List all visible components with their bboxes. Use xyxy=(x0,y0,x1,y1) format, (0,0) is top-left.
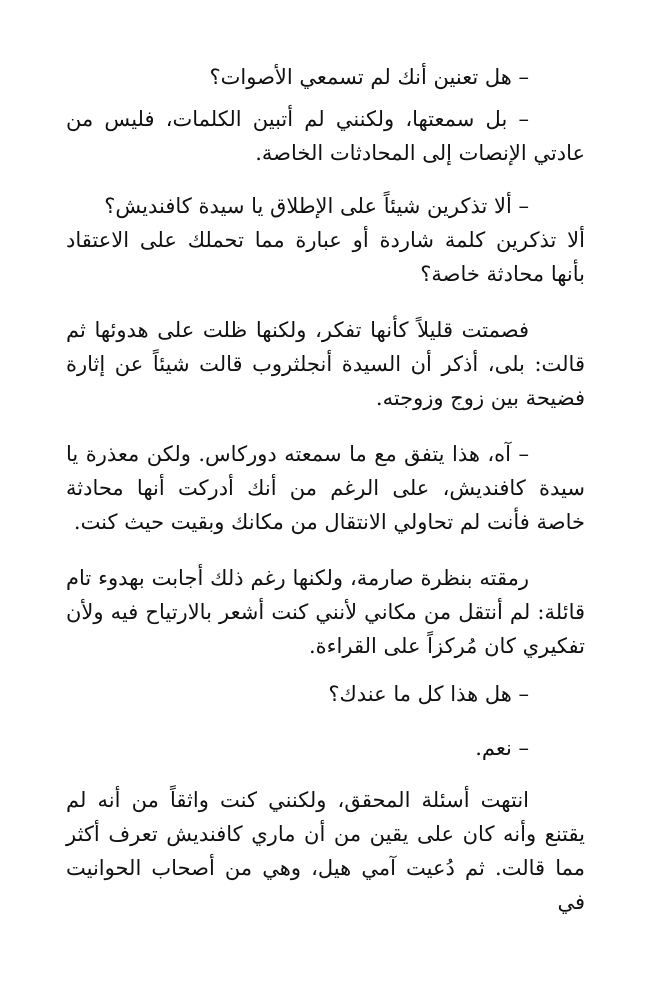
paragraph-narration-scandal: فصمتت قليلاً كأنها تفكر، ولكنها ظلت على هدوئها ثم قالت: بلى، أذكر أن السيدة أنجلثروب قالت شيئاً عن إثارة فضيحة بين زوج وزوجته. xyxy=(66,318,585,410)
paragraph-question-voices: – هل تعنين أنك لم تسمعي الأصوات؟ xyxy=(209,65,529,89)
paragraph-answer-yes: – نعم. xyxy=(475,736,529,760)
paragraph-question-stayed: – آه، هذا يتفق مع ما سمعته دوركاس. ولكن معذرة يا سيدة كافنديش، على الرغم من أنك أدركت أنها محادثة خاصة فأنت لم تحاولي الانتقال من مكانك وبقيت حيث كنت. xyxy=(66,442,585,534)
paragraph-question-remember: – ألا تذكرين شيئاً على الإطلاق يا سيدة كافنديش؟ ألا تذكرين كلمة شاردة أو عبارة مما تحملك على الاعتقاد بأنها محادثة خاصة؟ xyxy=(66,194,585,286)
paragraph-narration-end: انتهت أسئلة المحقق، ولكنني كنت واثقاً من أنه لم يقتنع وأنه كان على يقين من أن ماري كافنديش تعرف أكثر مما قالت. ثم دُعيت آمي هيل، وهي من أصحاب الحوانيت في xyxy=(66,788,585,914)
paragraph-question-all: – هل هذا كل ما عندك؟ xyxy=(328,682,529,706)
paragraph-narration-reply: رمقته بنظرة صارمة، ولكنها رغم ذلك أجابت بهدوء تام قائلة: لم أنتقل من مكاني لأنني كنت أشعر بالارتياح فيه ولأن تفكيري كان مُركزاً على القراءة. xyxy=(66,566,586,658)
book-page xyxy=(66,60,585,1000)
paragraph-answer-heard: – بل سمعتها، ولكنني لم أتبين الكلمات، فليس من عادتي الإنصات إلى المحادثات الخاصة. xyxy=(66,107,585,165)
